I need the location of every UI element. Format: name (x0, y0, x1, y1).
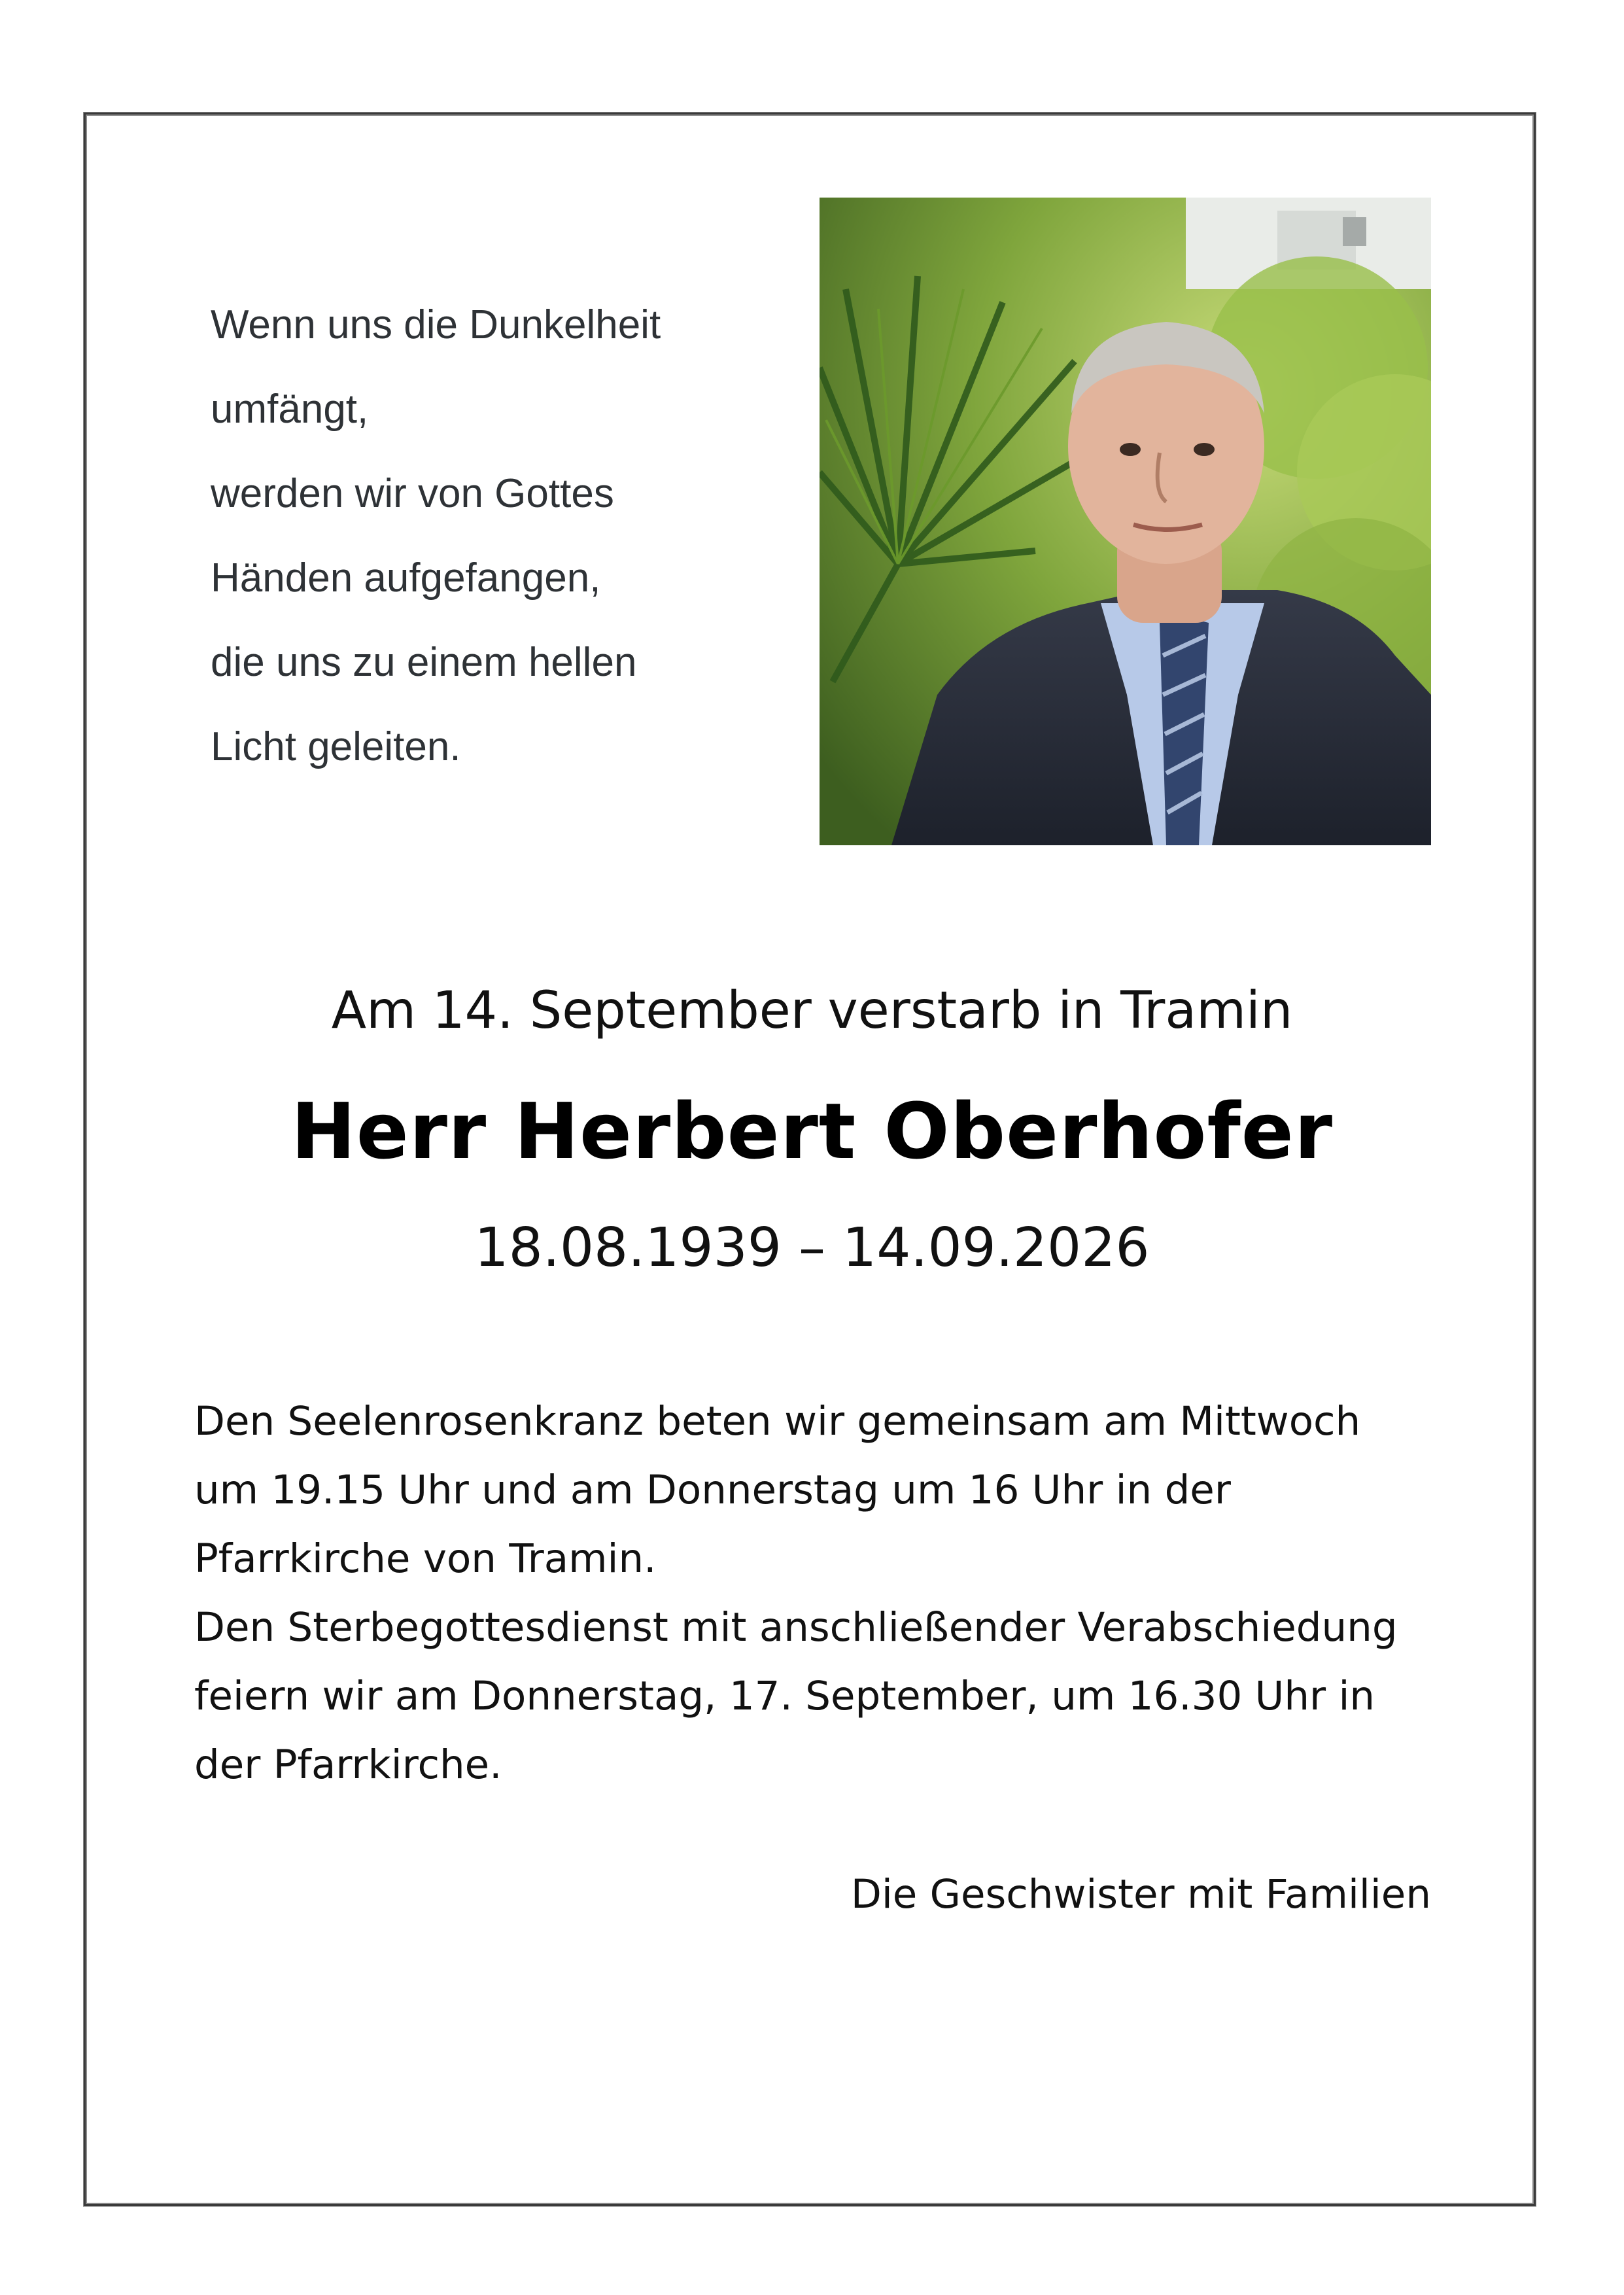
memorial-poem (211, 283, 799, 789)
service-details (194, 1387, 1437, 1799)
service-details-line: feiern wir am Donnerstag, 17. September, um 16.30 Uhr in (194, 1673, 1375, 1719)
family-signature: Die Geschwister mit Familien (850, 1871, 1431, 1918)
service-details-line: Den Seelenrosenkranz beten wir gemeinsam am Mittwoch (194, 1398, 1361, 1445)
life-dates: 18.08.1939 – 14.09.2026 (474, 1217, 1150, 1279)
death-announcement-intro: Am 14. September verstarb in Tramin (331, 981, 1293, 1040)
service-details-line: um 19.15 Uhr und am Donnerstag um 16 Uhr in der (194, 1467, 1231, 1513)
poem-line: Licht geleiten. (211, 724, 461, 769)
service-details-line: der Pfarrkirche. (194, 1742, 502, 1788)
portrait-photo (820, 198, 1431, 845)
poem-line: werden wir von Gottes (211, 471, 614, 516)
poem-line: Händen aufgefangen, (211, 555, 601, 601)
poem-line: Wenn uns die Dunkelheit (211, 302, 661, 347)
service-details-line: Den Sterbegottesdienst mit anschließender Verabschiedung (194, 1604, 1398, 1651)
poem-line: die uns zu einem hellen (211, 640, 637, 685)
deceased-name: Herr Herbert Oberhofer (290, 1086, 1334, 1176)
service-details-line: Pfarrkirche von Tramin. (194, 1535, 657, 1582)
portrait-illustration (820, 198, 1431, 845)
poem-line: umfängt, (211, 387, 369, 432)
